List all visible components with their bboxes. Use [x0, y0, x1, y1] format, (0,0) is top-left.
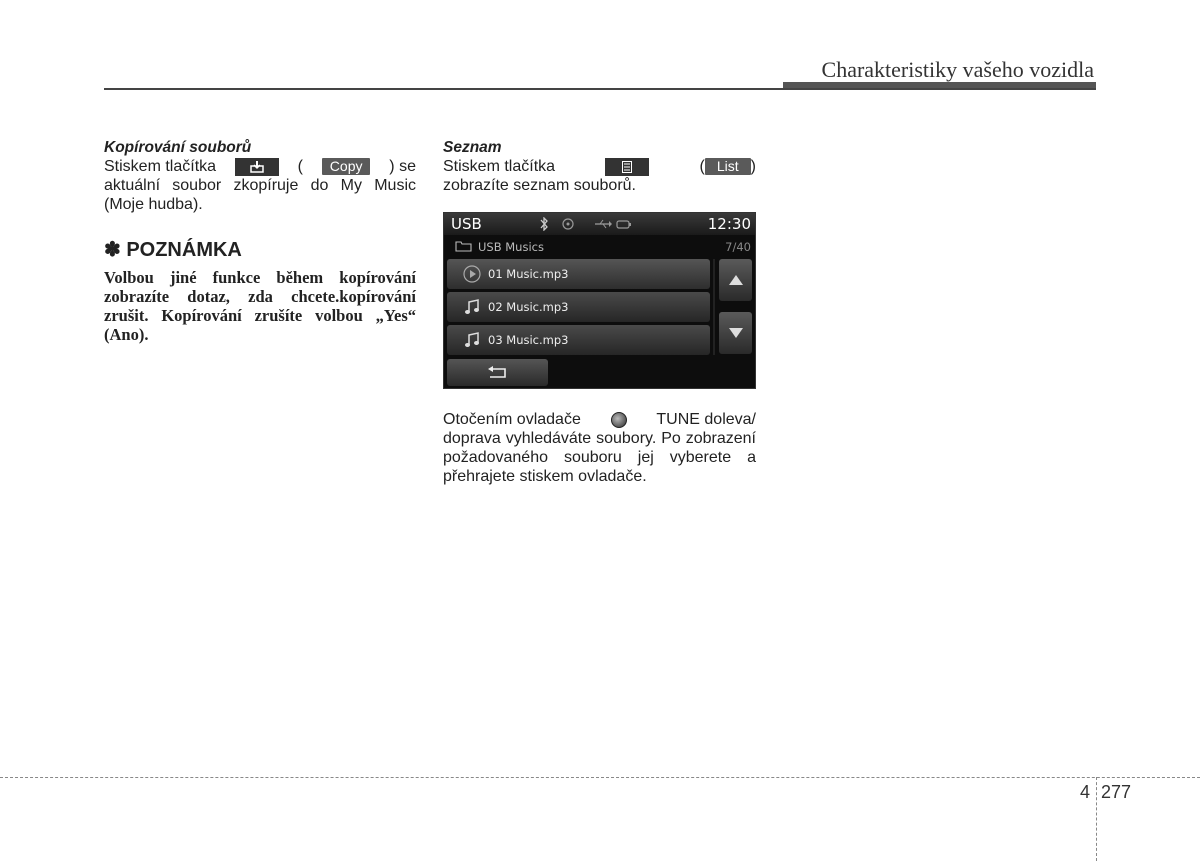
copy-subheading: Kopírování souborů	[104, 139, 252, 156]
ipod-icon	[616, 217, 632, 235]
music-note-icon	[463, 331, 481, 352]
play-icon	[463, 265, 481, 286]
file-row[interactable]	[447, 292, 710, 322]
note-body: Volbou jiné funkce během kopírování zobrazíte dotaz, zda chcete.kopírování zrušit. Kopírování zrušíte volbou „Yes“ (Ano).	[104, 268, 416, 344]
list-icon	[605, 158, 649, 176]
middle-column	[443, 138, 756, 195]
list-subheading: Seznam	[443, 139, 502, 156]
save-icon	[235, 158, 279, 176]
file-row[interactable]	[447, 325, 710, 355]
down-arrow-icon	[729, 328, 743, 338]
bluetooth-icon	[539, 217, 549, 236]
track-count: 7/40	[725, 240, 751, 254]
tune-first-line	[443, 410, 756, 429]
footer-rule	[0, 777, 1200, 778]
status-bar	[444, 213, 755, 235]
list-paragraph: zobrazíte seznam souborů.	[443, 177, 636, 194]
music-note-icon	[463, 298, 481, 319]
list-button-label: List	[705, 158, 751, 175]
file-name: 02 Music.mp3	[488, 300, 569, 314]
paren-open: (	[699, 158, 705, 175]
list-line-text: Stiskem tlačítka	[443, 158, 556, 175]
list-first-line	[443, 157, 756, 176]
paren-close: ) se	[389, 158, 416, 175]
left-column	[104, 138, 416, 344]
folder-name: USB Musics	[478, 240, 544, 254]
note-title: ✽ POZNÁMKA	[104, 239, 242, 261]
copy-line-text: Stiskem tlačítka	[104, 158, 217, 175]
tune-line-text-2: TUNE doleva/	[656, 411, 756, 428]
tune-paragraph-block	[443, 410, 756, 486]
paren-close: )	[750, 158, 756, 175]
tune-knob-icon	[611, 412, 627, 428]
tune-paragraph: doprava vyhledáváte soubory. Po zobrazení požadovaného souboru jej vyberete a přehrajete stiskem ovladače.	[443, 430, 756, 485]
scroll-up-button[interactable]	[719, 259, 752, 301]
file-name: 03 Music.mp3	[488, 333, 569, 347]
folder-bar	[444, 235, 755, 257]
scroll-divider	[713, 259, 715, 355]
clock: 12:30	[707, 215, 751, 233]
folder-icon	[455, 240, 473, 252]
copy-button-label: Copy	[322, 158, 371, 175]
paren-open: (	[297, 158, 303, 175]
usb-icon	[594, 217, 612, 235]
page-number: 277	[1101, 782, 1132, 802]
file-row[interactable]	[447, 259, 710, 289]
footer-divider	[1096, 777, 1097, 861]
back-button[interactable]	[447, 359, 548, 386]
source-label: USB	[451, 215, 482, 233]
copy-paragraph: aktuální soubor zkopíruje do My Music (Moje hudba).	[104, 177, 416, 213]
disc-icon	[562, 217, 574, 235]
up-arrow-icon	[729, 275, 743, 285]
back-arrow-icon	[487, 366, 509, 380]
header-rule	[104, 88, 1096, 90]
file-name: 01 Music.mp3	[488, 267, 569, 281]
copy-first-line	[104, 157, 416, 176]
chapter-number: 4	[1080, 782, 1091, 802]
header-title: Charakteristiky vašeho vozidla	[821, 57, 1094, 82]
scroll-down-button[interactable]	[719, 312, 752, 354]
tune-line-text: Otočením ovladače	[443, 411, 581, 428]
usb-screen	[443, 212, 756, 389]
